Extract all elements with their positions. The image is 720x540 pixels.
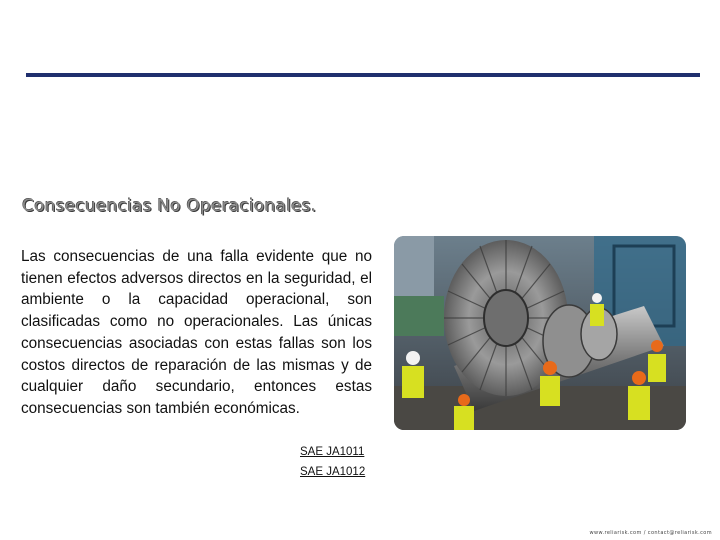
body-paragraph: Las consecuencias de una falla evidente que no tienen efectos adversos directos en la seguridad, el ambiente o la capacidad operacional, son clasificadas como no operacionales. Las únicas consecuencias asociadas con estas fallas son los costos directos de reparación de las mismas y de cualquier daño secundario, entonces estas consecuencias son también económicas. [21,248,372,417]
header-rule [26,73,700,77]
slide-title: Consecuencias No Operacionales. [22,196,317,216]
footer-contact: www.reliarisk.com / contact@reliarisk.com [589,530,712,536]
reference-link-ja1012[interactable]: SAE JA1012 [300,466,366,478]
references [300,442,365,482]
turbine-photo [394,236,686,430]
reference-link-ja1011[interactable]: SAE JA1011 [300,446,365,458]
